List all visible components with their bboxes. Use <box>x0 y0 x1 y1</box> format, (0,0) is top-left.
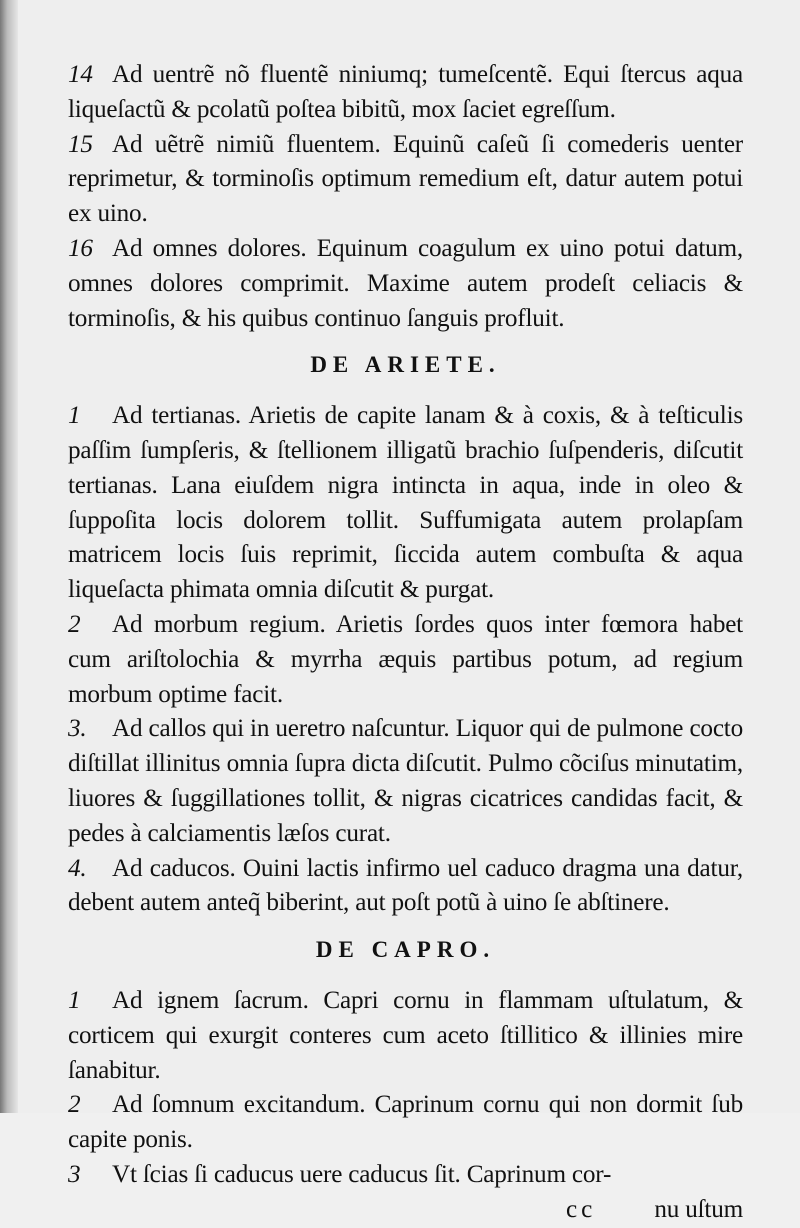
catchword: nu uſtum <box>654 1195 743 1223</box>
section-heading-ariete: DE ARIETE. <box>310 352 501 378</box>
paragraph-14 <box>68 58 743 128</box>
paragraph-text: Ad ignem ſacrum. Capri cornu in flammam uſtulatum, & corticem qui exurgit conteres cum aceto ſtillitico & illinies mire ſanabitur. <box>68 986 743 1084</box>
capro-paragraph-3 <box>68 1158 743 1193</box>
paragraph-text: Ad uẽtrẽ nimiũ fluentem. Equinũ caſeũ ſi comederis uenter reprimetur, & torminoſis optimum remedium eſt, datur autem potui ex uino. <box>68 130 743 228</box>
paragraph-number: 3 <box>68 1160 81 1188</box>
paragraph-number: 14 <box>68 61 93 88</box>
paragraph-text: Ad morbum regium. Arietis ſordes quos inter fœmora habet cum ariſtolochia & myrrha æquis partibus potum, ad regium morbum optime facit. <box>68 610 743 708</box>
paragraph-number: 3. <box>68 715 87 743</box>
paragraph-text: Ad tertianas. Arietis de capite lanam & à coxis, & à teſticulis paſſim ſumpſeris, & ſtellionem illigatũ brachio ſuſpenderis, diſcutit tertianas. Lana eiuſdem nigra intincta in aqua, inde in oleo & ſuppoſita locis dolorem tollit. Suffumigata autem prolapſam matricem locis ſuis reprimit, ſiccida autem combuſta & aqua liqueſacta phimata omnia diſcutit & purgat. <box>68 402 743 604</box>
ariete-paragraph-4 <box>68 852 743 922</box>
page-text-block <box>68 58 743 1228</box>
paragraph-text: Ad ſomnum excitandum. Caprinum cornu qui non dormit ſub capite ponis. <box>68 1091 743 1154</box>
paragraph-text: Vt ſcias ſi caducus uere caducus ſit. Caprinum cor- <box>112 1160 612 1188</box>
paragraph-number: 2 <box>68 1091 81 1119</box>
capro-paragraph-2 <box>68 1088 743 1158</box>
ariete-paragraph-3 <box>68 712 743 851</box>
paragraph-text: Ad uentrẽ nõ fluentẽ niniumq; tumeſcentẽ. Equi ſtercus aqua liqueſactũ & pcolatũ poſtea bibitũ, mox ſaciet egreſſum. <box>68 61 743 123</box>
paragraph-16 <box>68 232 743 336</box>
paragraph-number: 15 <box>68 130 93 158</box>
ariete-paragraph-1 <box>68 399 743 608</box>
paragraph-text: Ad caducos. Ouini lactis infirmo uel caduco dragma una datur, debent autem anteq̃ biberint, aut poſt potũ à uino ſe abſtinere. <box>68 854 743 917</box>
paragraph-15 <box>68 128 743 232</box>
ariete-paragraph-2 <box>68 608 743 712</box>
page-edge-shadow <box>0 0 18 1113</box>
paragraph-number: 4. <box>68 854 87 882</box>
paragraph-number: 2 <box>68 610 81 638</box>
signature-mark: cc <box>565 1195 597 1223</box>
page-footer <box>68 1193 743 1228</box>
paragraph-number: 1 <box>68 402 81 430</box>
paragraph-text: Ad callos qui in ueretro naſcuntur. Liquor qui de pulmone cocto diſtillat illinitus omnia ſupra dicta diſcutit. Pulmo cõciſus minutatim, liuores & ſuggillationes tollit, & nigras cicatrices candidas facit, & pedes à calciamentis læſos curat. <box>68 715 743 847</box>
paragraph-text: Ad omnes dolores. Equinum coagulum ex uino potui datum, omnes dolores comprimit. Maxime autem prodeſt celiacis & torminoſis, & his quibus continuo ſanguis profluit. <box>68 234 743 332</box>
paragraph-number: 1 <box>68 986 81 1014</box>
section-heading-capro: DE CAPRO. <box>315 937 496 963</box>
paragraph-number: 16 <box>68 234 93 262</box>
capro-paragraph-1 <box>68 984 743 1088</box>
